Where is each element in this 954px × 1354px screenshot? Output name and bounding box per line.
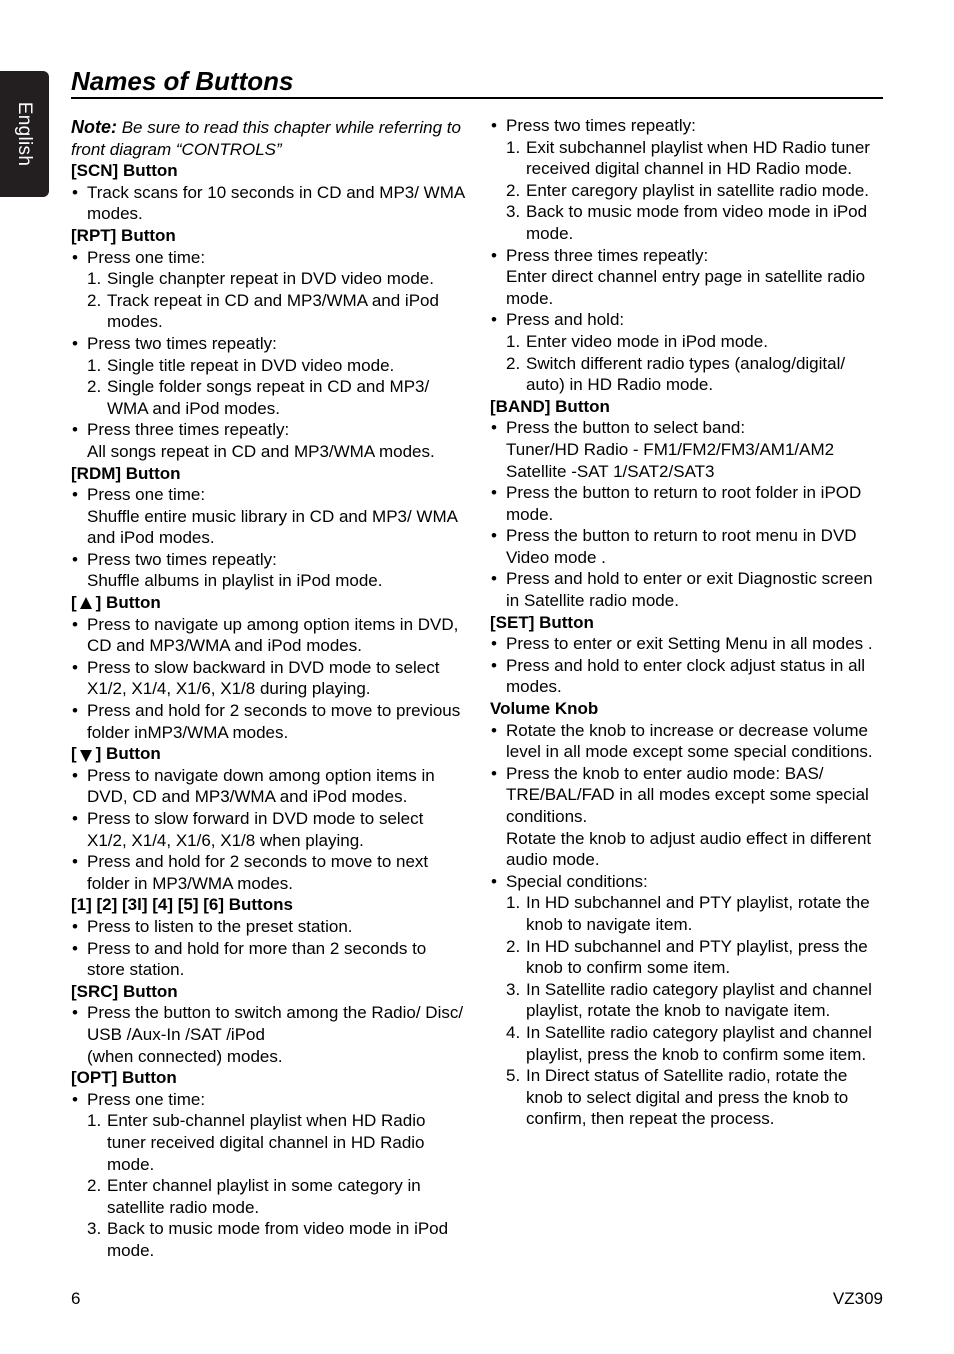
triangle-up-icon (80, 597, 92, 609)
list-item: • Press two times repeatly: (71, 333, 466, 355)
list-item-text: Shuffle albums in playlist in iPod mode. (87, 571, 383, 591)
list-item-text: Satellite -SAT 1/SAT2/SAT3 (506, 461, 715, 481)
list-item: • Press one time: (71, 1089, 466, 1111)
list-item: • Press and hold to enter clock adjust status in all modes. (490, 655, 883, 698)
numbered-item: 5. In Direct status of Satellite radio, rotate the knob to select digital and press the knob to confirm, then repeat the process. (506, 1066, 849, 1129)
scn-heading: [SCN] Button (71, 161, 178, 181)
numbered-item: 1. Enter video mode in iPod mode. (506, 331, 768, 351)
preset-heading: [1] [2] [3l] [4] [5] [6] Buttons (71, 895, 293, 915)
numbered-item: 3. In Satellite radio category playlist and channel playlist, rotate the knob to navigate item. (506, 979, 872, 1021)
list-item: • Press to slow backward in DVD mode to select X1/2, X1/4, X1/6, X1/8 during playing. (71, 657, 466, 700)
note-label: Note: (71, 117, 117, 137)
right-column (490, 115, 883, 1130)
list-item: • Press one time: (71, 484, 466, 506)
triangle-down-icon (80, 750, 92, 762)
down-button-heading: [ ] Button (71, 744, 161, 764)
list-item-text: (when connected) modes. (87, 1046, 283, 1066)
list-item: • Press to navigate up among option items in DVD, CD and MP3/WMA and iPod modes. (71, 614, 466, 657)
list-item: • Press to slow forward in DVD mode to select X1/2, X1/4, X1/6, X1/8 when playing. (71, 808, 466, 851)
numbered-item: 2. Enter channel playlist in some category in satellite radio mode. (87, 1176, 421, 1217)
language-tab (0, 71, 49, 197)
numbered-item: 2. Single folder songs repeat in CD and MP3/ WMA and iPod modes. (87, 377, 430, 418)
list-item: • Press two times repeatly: (490, 115, 883, 137)
numbered-item: 2. Track repeat in CD and MP3/WMA and iPod modes. (87, 290, 439, 332)
list-item: • Press to enter or exit Setting Menu in all modes . (490, 633, 883, 655)
numbered-item: 2. Switch different radio types (analog/digital/ auto) in HD Radio mode. (506, 353, 846, 395)
numbered-item: 2. Enter caregory playlist in satellite radio mode. (506, 180, 869, 200)
numbered-item: 1. Exit subchannel playlist when HD Radio tuner received digital channel in HD Radio mode. (506, 137, 870, 179)
list-item-text: Tuner/HD Radio - FM1/FM2/FM3/AM1/AM2 (506, 439, 835, 459)
list-item: • Press the knob to enter audio mode: BAS/ TRE/BAL/FAD in all modes except some special conditions. (490, 763, 883, 828)
list-item-text: Enter direct channel entry page in satellite radio mode. (506, 267, 866, 308)
list-item: • Press two times repeatly: (71, 549, 466, 571)
numbered-item: 3. Back to music mode from video mode in iPod mode. (506, 202, 868, 243)
numbered-item: 4. In Satellite radio category playlist and channel playlist, press the knob to confirm some item. (506, 1022, 872, 1064)
rpt-heading: [RPT] Button (71, 225, 176, 245)
note (71, 117, 466, 160)
list-item: • Press one time: (71, 247, 466, 269)
list-item: • Special conditions: (490, 871, 883, 893)
list-item: • Press and hold to enter or exit Diagnostic screen in Satellite radio mode. (490, 568, 883, 611)
list-item: • Press three times repeatly: (71, 419, 466, 441)
list-item: • Press the button to select band: (490, 417, 883, 439)
list-item-text: All songs repeat in CD and MP3/WMA modes. (87, 441, 435, 461)
numbered-item: 1. In HD subchannel and PTY playlist, rotate the knob to navigate item. (506, 893, 870, 934)
list-item: • Press to and hold for more than 2 seconds to store station. (71, 938, 466, 981)
list-item: • Press to navigate down among option items in DVD, CD and MP3/WMA and iPod modes. (71, 765, 466, 808)
src-heading: [SRC] Button (71, 981, 178, 1001)
list-item: • Press and hold: (490, 309, 883, 331)
rdm-heading: [RDM] Button (71, 463, 181, 483)
numbered-item: 3. Back to music mode from video mode in iPod mode. (87, 1219, 449, 1260)
numbered-item: 2. In HD subchannel and PTY playlist, press the knob to confirm some item. (506, 936, 868, 978)
list-item-text: Rotate the knob to adjust audio effect in different audio mode. (506, 828, 872, 870)
list-item: • Press the button to switch among the Radio/ Disc/ USB /Aux-In /SAT /iPod (71, 1002, 466, 1045)
list-item-text: Shuffle entire music library in CD and MP3/ WMA and iPod modes. (87, 506, 458, 548)
list-item: • Press and hold for 2 seconds to move to previous folder inMP3/WMA modes. (71, 700, 466, 743)
list-item: • Rotate the knob to increase or decrease volume level in all mode except some special conditions. (490, 720, 883, 763)
list-item: • Press three times repeatly: (490, 245, 883, 267)
page-title: Names of Buttons (71, 66, 294, 96)
language-tab-label: English (14, 101, 36, 167)
list-item: • Track scans for 10 seconds in CD and MP3/ WMA modes. (71, 182, 466, 225)
opt-heading: [OPT] Button (71, 1068, 177, 1088)
numbered-item: 1. Single chanpter repeat in DVD video mode. (87, 269, 434, 289)
numbered-item: 1. Single title repeat in DVD video mode. (87, 355, 395, 375)
model-number: VZ309 (832, 1289, 883, 1308)
set-heading: [SET] Button (490, 612, 594, 632)
list-item: • Press the button to return to root menu in DVD Video mode . (490, 525, 883, 568)
list-item: • Press to listen to the preset station. (71, 916, 466, 938)
band-heading: [BAND] Button (490, 396, 610, 416)
left-column (71, 117, 466, 1261)
numbered-item: 1. Enter sub-channel playlist when HD Radio tuner received digital channel in HD Radio mode. (87, 1111, 426, 1174)
volume-heading: Volume Knob (490, 699, 599, 719)
note-text: Be sure to read this chapter while referring to front diagram “CONTROLS” (71, 118, 461, 159)
list-item: • Press and hold for 2 seconds to move to next folder in MP3/WMA modes. (71, 851, 466, 894)
title-rule (71, 97, 883, 99)
up-button-heading: [ ] Button (71, 593, 161, 613)
page-number: 6 (71, 1289, 81, 1308)
list-item: • Press the button to return to root folder in iPOD mode. (490, 482, 883, 525)
